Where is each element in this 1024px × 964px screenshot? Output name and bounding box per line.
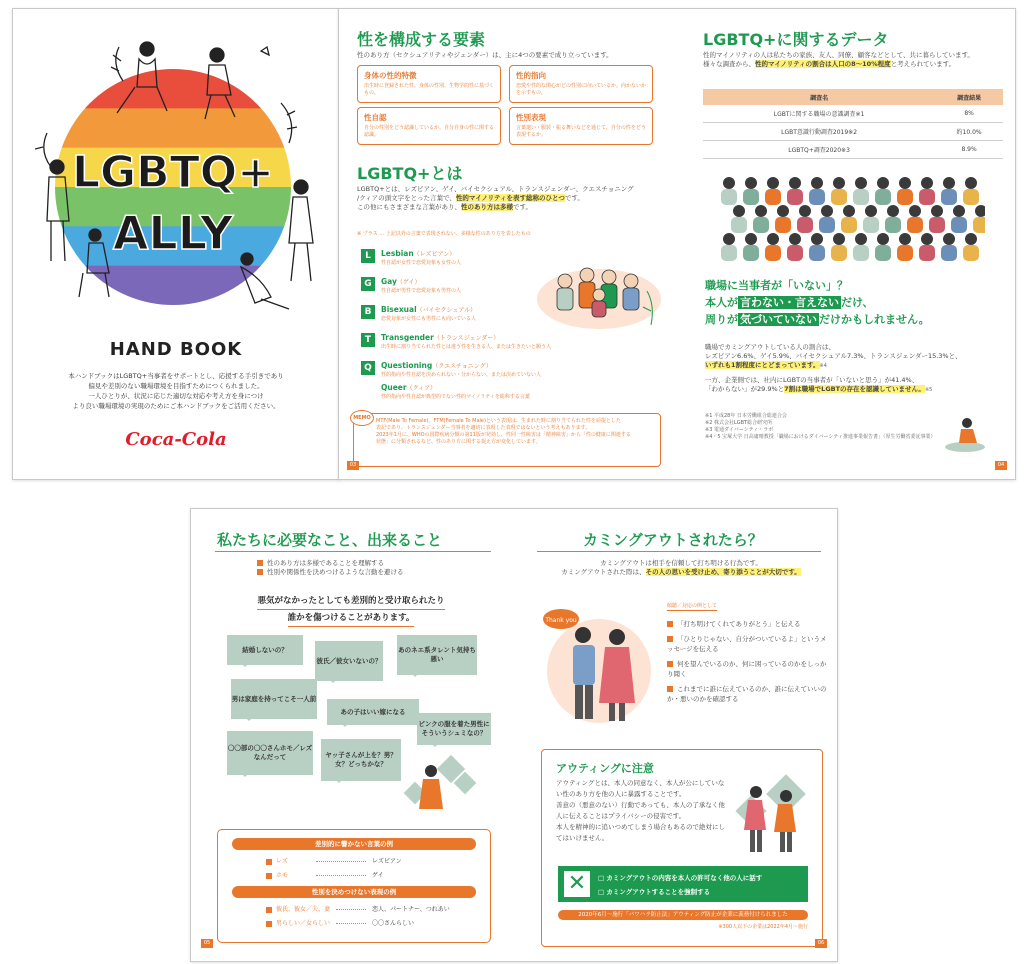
crowd-illustration: [715, 165, 985, 265]
crowd-person-body: [743, 245, 759, 261]
element-card: 性別表現 言葉遣い・服装・振る舞いなどを通じて、自分の性をどう表現するか。: [509, 107, 653, 145]
crowd-person-head: [909, 205, 921, 217]
coming-out-stats: 職場でカミングアウトしている人の割合は、 レズビアン6.6%、ゲイ5.9%、バイセクシュアル7.3%、トランスジェンダー15.3%と、 いずれも1割程度にとどまっています。※4 一方、企業側では、社内にLGBTの当事者が「いないと思う」が41.4%、 「わからない」が29.9%と7割は職場でLGBTの存在を認識していません。※5: [705, 343, 962, 393]
needs-bullets: 性のあり方は多様であることを理解する 性別や関係性を決めつけるような言動を避ける: [257, 559, 404, 577]
lgbtq-lead: LGBTQ+とは、レズビアン、ゲイ、バイセクシュアル、トランスジェンダー、クエスチョニング /クィアの頭文字をとった言葉で、性的マイノリティを表す総称のひとつです。 この他にもさまざまな言葉があり、性のあり方は多様です。: [357, 185, 634, 211]
crowd-person-body: [941, 245, 957, 261]
table-row: LGBTに関する職場の意識調査※1 8%: [703, 105, 1003, 123]
page-number: 03: [347, 461, 359, 470]
crowd-person-head: [767, 177, 779, 189]
brand-logo: Coca-Cola: [125, 429, 227, 450]
crowd-person-body: [721, 245, 737, 261]
crowd-person-head: [799, 205, 811, 217]
survey-table: 調査名 調査結果 LGBTに関する職場の意識調査※1 8% LGBT意識行動調査2019※2 約10.0% LGBTQ+調査2020※3 8.9%: [703, 89, 1003, 159]
title-rule: [537, 551, 821, 552]
outing-body: アウティングとは、本人の同意なく、本人が公にしていない性のあり方を他の人に暴露することです。 善意の（悪意のない）行動であっても、本人の了承なく他人に伝えることはプライバシーの侵害です。 本人を精神的に追いつめてしまう場合もあるので絶対にしてはいけません。: [556, 779, 725, 842]
speech-bubble: あの子はいい嫁になる: [327, 699, 419, 725]
crowd-person-body: [775, 217, 791, 233]
spread-2: [190, 508, 838, 962]
crowd-person-head: [811, 177, 823, 189]
crowd-person-head: [921, 177, 933, 189]
rainbow-band: [55, 266, 295, 306]
crowd-person-head: [877, 177, 889, 189]
crowd-person-body: [941, 189, 957, 205]
law-banner: 2020年6月〜施行「パワハラ防止法」アウティング防止が企業に義務付けられました: [558, 910, 808, 920]
crowd-person-head: [755, 205, 767, 217]
crowd-person-body: [963, 189, 979, 205]
page-number: 05: [201, 939, 213, 948]
rainbow-band: [55, 69, 295, 109]
crowd-person-head: [899, 177, 911, 189]
crowd-person-body: [951, 217, 967, 233]
crowd-person-body: [963, 245, 979, 261]
crowd-person-head: [921, 233, 933, 245]
sitting-person-illustration: [943, 413, 987, 453]
crowd-person-body: [919, 189, 935, 205]
coming-out-lead: カミングアウトは相手を信頼して打ち明ける行為です。 カミングアウトされた際は、その人の思いを受け止め、寄り添うことが大切です。: [561, 559, 801, 576]
crowd-person-body: [831, 189, 847, 205]
crowd-person-body: [753, 217, 769, 233]
crowd-person-head: [811, 233, 823, 245]
callout-heading: 職場に当事者が「いない」？ 本人が 言わない・言えない だけ、 周りが 気づいていない だけかもしれません。: [705, 279, 930, 326]
crowd-person-head: [899, 233, 911, 245]
crowd-person-head: [723, 233, 735, 245]
thinking-person-illustration: [397, 755, 483, 815]
crowd-person-head: [745, 233, 757, 245]
element-card: 身体の性的特徴 出生時に登録された性。身体の性別、生物学的性に基づくもの。: [357, 65, 501, 103]
spread-1: 性を構成する要素 性のあり方（セクシュアリティやジェンダー）は、主に4つの要素で成り立っています。 身体の性的特徴 出生時に登録された性。身体の性別、生物学的性に基づくもの。 性的指向 恋愛や性的な関心がどの性別に向いているか。向かないかを示すもの。 性自認 自分の性別をどう認識しているか。自分自身の性に関する認識。 性別表現 言葉遣い・服装・振る舞いなどを通じて、自分の性をどう表現するか。 LGBTQ+とは LGBTQ+とは、レズビアン、ゲイ、バイセクシュアル、トランスジェンダー、クエスチョニング /クィアの頭文字をとった言葉で、性的マイノリティを表す総称のひとつです。 この他にもさまざまな言葉があり、性のあり方は多様です。 ※ プラス … 上記以外の言葉で表現されない、多様な性のあり方を表したもの L Lesbian（レズビアン） 性自認が女性で恋愛対象も女性の人 G Gay（ゲイ） 性自認が男性で恋愛対象も男性の人 B Bisexual（バイセクシュアル） 恋愛対象が女性にも男性にも向いている人 T Transgender（トランスジェンダー） 出生時に割り当てられた性とは違う性を生きる人、または生きたいと願う人 Q Questioning（クエスチョニング） 性的指向や性自認を決められない・分からない、または決めていない人 Queer（クィア） 性的指向や性自認が典型的でない性的マイノリティを総称する言葉 MEMO MTF(Male To Female)、FTM(Female To Male)という表現は、生まれた時に割り当てられた性を前提とした 表記であり、トランスジェンダー当事者を適切に表現した表現ではないという考えもあります。 2023年1月に、WHOの国際疾病分類の第11版が発効し、性同一性障害は「精神障害」から「性の健康に関連する 状態」に分類されるなど、性のあり方に関する捉え方が変化しています。 03 LGBTQ+に関するデータ 性的マイノリティの人は私たちの家族、友人、同僚、顧客などとして、共に暮らしています。 様々な調査から、性的マイノリティの割合は人口の8〜10%程度と考えられています。 調査名 調査結果 LGBTに関する職場の意識調査※1 8% LGBT意識行動調査2019※2 約10.0% LGBTQ+調査2020※3 8.9% 職場に当事者が「いない」？ 本人が 言わない・言えない だけ、 周りが 気づいていない だけかもしれません。 職場でカミングアウトしている人の割合は、 レズビアン6.6%、ゲイ5.9%、バイセクシュアル7.3%、トランスジェンダー15.3%と、 いずれも1割程度にとどまっています。※4 一方、企業側では、社内にLGBTの当事者が「いないと思う」が41.4%、 「わからない」が29.9%と7割は職場でLGBTの存在を認識していません。※5 ※1 平成28年 日本労働組合総連合会 ※2 株式会社LGBT総合研究所 ※3 電通ダイバーシティ・ラボ ※4・5 宝塚大学 日高庸晴教授「職場におけるダイバーシティ推進事業報告書」（厚生労働省委託事業） 04: [338, 8, 1016, 480]
table-row: LGBTQ+調査2020※3 8.9%: [703, 141, 1003, 159]
crowd-person-body: [875, 245, 891, 261]
rainbow-band: [55, 108, 295, 148]
crowd-person-head: [843, 205, 855, 217]
crowd-person-head: [953, 205, 965, 217]
crowd-person-body: [841, 217, 857, 233]
crowd-person-head: [855, 233, 867, 245]
speech-bubble: あのネエ系タレント気持ち悪い: [397, 635, 477, 675]
crowd-person-head: [833, 177, 845, 189]
tips-list: 「打ち明けてくれてありがとう」と伝える 「ひとりじゃない、自分がついているよ」というメッセージを伝える 何を望んでいるのか、何に困っているのかをしっかり聞く これまでに誰に伝えているのか、誰に伝えていいのか・悪いのかを確認する: [667, 620, 827, 703]
coming-out-title: カミングアウトされたら？: [583, 531, 763, 549]
tips-label: 傾聴／対応の例として: [667, 603, 718, 609]
crowd-person-body: [973, 217, 985, 233]
crowd-person-head: [821, 205, 833, 217]
crowd-person-body: [731, 217, 747, 233]
crowd-person-head: [877, 233, 889, 245]
warning-text: 悪気がなかったとしても差別的と受け取られたり 誰かを傷つけることがあります。: [251, 593, 451, 627]
crowd-person-head: [767, 233, 779, 245]
lgbtq-note: ※ プラス … 上記以外の言葉で表現されない、多様な性のあり方を表したもの: [357, 231, 531, 237]
crowd-person-head: [865, 205, 877, 217]
crowd-person-head: [931, 205, 943, 217]
crowd-person-body: [853, 245, 869, 261]
gossip-illustration: [732, 770, 814, 856]
speech-bubble: 結婚しないの？: [227, 635, 303, 665]
memo-box: MEMO MTF(Male To Female)、FTM(Female To Male)という表現は、生まれた時に割り当てられた性を前提とした 表記であり、トランスジェンダー当事者を適切に表現した表現ではないという考えもあります。 2023年1月に、WHOの国際疾病分類の第11版が発効し、性同一性障害は「精神障害」から「性の健康に関連する 状態」に分類されるなど、性のあり方に関する捉え方が変化しています。: [353, 413, 661, 467]
speech-bubble: 〇〇部の〇〇さんホモ／レズ なんだって: [227, 731, 313, 775]
crowd-person-body: [765, 189, 781, 205]
crowd-person-body: [897, 245, 913, 261]
group-illustration: [535, 255, 665, 331]
crowd-person-head: [943, 233, 955, 245]
thank-you-bubble: Thank you: [545, 617, 577, 624]
crowd-person-head: [943, 177, 955, 189]
crowd-person-body: [863, 217, 879, 233]
crowd-person-body: [885, 217, 901, 233]
data-lead: 性的マイノリティの人は私たちの家族、友人、同僚、顧客などとして、共に暮らしています。 様々な調査から、性的マイノリティの割合は人口の8〜10%程度と考えられています。: [703, 51, 974, 68]
crowd-person-head: [975, 205, 985, 217]
crowd-person-head: [733, 205, 745, 217]
page-number: 04: [995, 461, 1007, 470]
crowd-person-body: [787, 245, 803, 261]
footnotes: ※1 平成28年 日本労働組合総連合会 ※2 株式会社LGBT総合研究所 ※3 電通ダイバーシティ・ラボ ※4・5 宝塚大学 日高庸晴教授「職場におけるダイバーシティ推進事業報告書」（厚生労働省委託事業）: [705, 413, 936, 440]
crowd-person-body: [831, 245, 847, 261]
cover-illustration: [35, 37, 317, 333]
law-note: ※300人以下の企業は2022年4月〜施行: [718, 924, 808, 930]
outing-title: アウティングに注意: [556, 762, 654, 775]
crowd-person-body: [875, 189, 891, 205]
table-row: LGBT意識行動調査2019※2 約10.0%: [703, 123, 1003, 141]
cover-logo-line1: LGBTQ+: [72, 147, 274, 198]
crowd-person-head: [745, 177, 757, 189]
crowd-person-body: [907, 217, 923, 233]
crowd-person-head: [777, 205, 789, 217]
speech-bubble: 彼氏／彼女いないの？: [315, 641, 383, 681]
cover-page: [12, 8, 340, 480]
crowd-person-body: [721, 189, 737, 205]
outing-warning-box: [541, 749, 823, 947]
cross-icon: ✕: [564, 871, 590, 897]
crowd-person-body: [929, 217, 945, 233]
element-card: 性的指向 恋愛や性的な関心がどの性別に向いているか。向かないかを示すもの。: [509, 65, 653, 103]
crowd-person-body: [919, 245, 935, 261]
lgbtq-title: LGBTQ+とは: [357, 164, 463, 183]
crowd-person-head: [789, 177, 801, 189]
crowd-person-head: [723, 177, 735, 189]
page-number: 06: [815, 939, 827, 948]
ng-actions-box: ✕ □ カミングアウトの内容を本人の許可なく他の人に話す □ カミングアウトすることを強制する: [558, 866, 808, 902]
title-rule: [215, 551, 491, 552]
crowd-person-body: [819, 217, 835, 233]
crowd-person-body: [743, 189, 759, 205]
elements-lead: 性のあり方（セクシュアリティやジェンダー）は、主に4つの要素で成り立っています。: [357, 51, 613, 59]
data-title: LGBTQ+に関するデータ: [703, 30, 889, 49]
crowd-person-body: [797, 217, 813, 233]
elements-title: 性を構成する要素: [357, 30, 486, 49]
comforting-couple-illustration: [539, 599, 655, 725]
crowd-person-head: [833, 233, 845, 245]
crowd-person-head: [789, 233, 801, 245]
cover-title: HAND BOOK: [109, 339, 243, 360]
crowd-person-body: [853, 189, 869, 205]
cover-logo-line2: ALLY: [112, 206, 234, 260]
crowd-person-body: [765, 245, 781, 261]
needs-title: 私たちに必要なこと、出来ること: [217, 531, 443, 549]
cover-intro: 本ハンドブックはLGBTQ+当事者をサポートとし、応援する手引きであり 偏見や差別のない職場環境を目指すためにつくられました。 一人ひとりが、状況に応じた適切な対応や考え方を身につけ より良い職場環境の実現のためにご本ハンドブックをご活用ください。: [68, 372, 284, 410]
speech-bubble: 男は家庭を持ってこそ一人前: [231, 679, 317, 719]
element-card: 性自認 自分の性別をどう認識しているか。自分自身の性に関する認識。: [357, 107, 501, 145]
speech-bubble: ヤッ子さんが上を？男？女？どっちかな？: [321, 739, 401, 781]
crowd-person-body: [809, 189, 825, 205]
crowd-person-body: [787, 189, 803, 205]
speech-bubble: ピンクの服を着た男性にそういうシュミなの？: [417, 713, 491, 745]
crowd-person-head: [965, 177, 977, 189]
crowd-person-head: [887, 205, 899, 217]
expression-examples-box: 差別的に響かない言葉の例 レズ レズビアン ホモ ゲイ 性別を決めつけない表現の例 彼氏、彼女／夫、妻 恋人、パートナー、つれあい 男らしい／女らしい 〇〇さんらしい: [217, 829, 491, 943]
crowd-person-body: [809, 245, 825, 261]
crowd-person-head: [965, 233, 977, 245]
crowd-person-head: [855, 177, 867, 189]
crowd-person-body: [897, 189, 913, 205]
